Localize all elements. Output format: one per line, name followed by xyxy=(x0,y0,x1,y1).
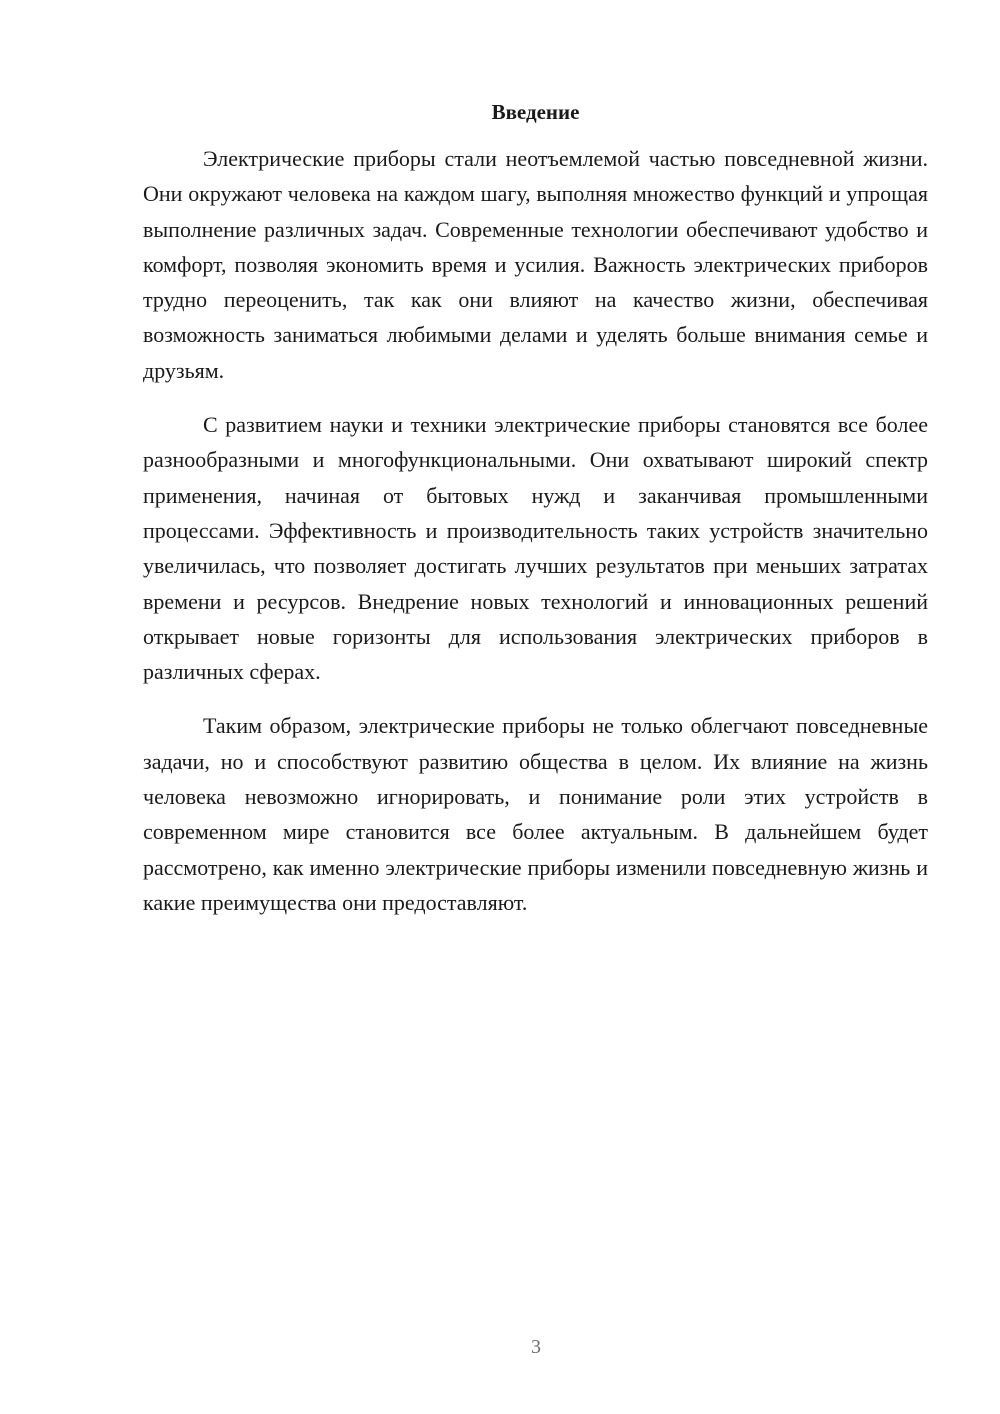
paragraph-3: Таким образом, электрические приборы не только облегчают повседневные задачи, но и способствуют развитию общества в целом. Их влияние на жизнь человека невозможно игнорировать, и понимание роли этих устройств в современном мире становится все более актуальным. В дальнейшем будет рассмотрено, как именно электрические приборы изменили повседневную жизнь и какие преимущества они предоставляют. xyxy=(143,713,928,915)
body-text xyxy=(143,141,928,939)
section-heading: Введение xyxy=(491,100,580,124)
paragraph-1: Электрические приборы стали неотъемлемой частью повседневной жизни. Они окружают человека на каждом шагу, выполняя множество функций и упрощая выполнение различных задач. Современные технологии обеспечивают удобство и комфорт, позволяя экономить время и усилия. Важность электрических приборов трудно переоценить, так как они влияют на качество жизни, обеспечивая возможность заниматься любимыми делами и уделять больше внимания семье и друзьям. xyxy=(143,146,928,383)
page-number: 3 xyxy=(531,1336,541,1358)
paragraph-2: С развитием науки и техники электрические приборы становятся все более разнообразными и многофункциональными. Они охватывают широкий спектр применения, начиная от бытовых нужд и заканчивая промышленными процессами. Эффективность и производительность таких устройств значительно увеличилась, что позволяет достигать лучших результатов при меньших затратах времени и ресурсов. Внедрение новых технологий и инновационных решений открывает новые горизонты для использования электрических приборов в различных сферах. xyxy=(143,412,928,685)
